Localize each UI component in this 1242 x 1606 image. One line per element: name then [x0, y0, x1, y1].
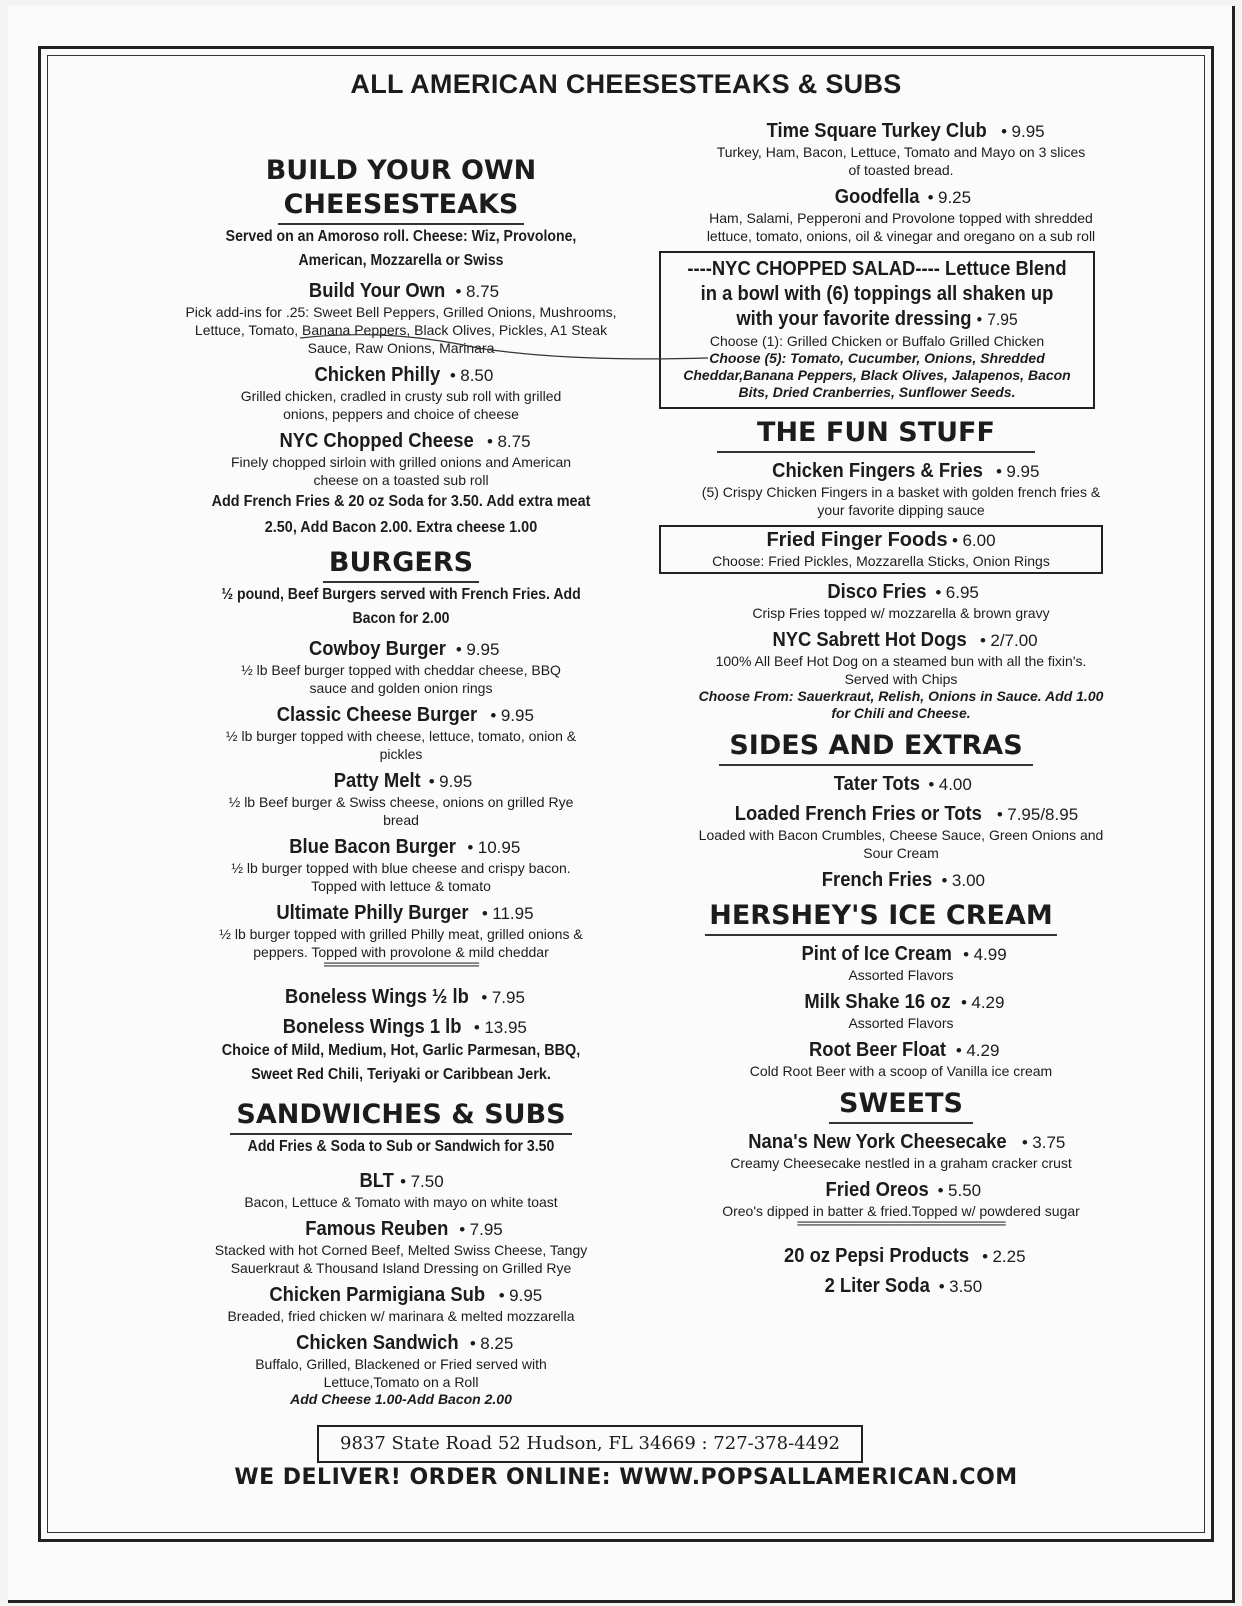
- menu-item: Time Square Turkey Club • 9.95 Turkey, Ham, Bacon, Lettuce, Tomato and Mayo on 3 slices of toasted bread.: [716, 120, 1086, 178]
- menu-item: Goodfella • 9.25 Ham, Salami, Pepperoni and Provolone topped with shredded lettuce, tomato, onions, oil & vinegar and oregano on a sub roll: [706, 186, 1096, 244]
- hotdog-note: Choose From: Sauerkraut, Relish, Onions in Sauce. Add 1.00 for Chili and Cheese.: [698, 688, 1104, 721]
- sandwiches-note: Add Fries & Soda to Sub or Sandwich for 3.50: [247, 1138, 555, 1155]
- menu-item: Blue Bacon Burger • 10.95 ½ lb burger topped with blue cheese and crispy bacon. Topped with lettuce & tomato: [231, 836, 571, 894]
- menu-item: Boneless Wings 1 lb • 13.95: [282, 1016, 527, 1038]
- delivery-cta: WE DELIVER! ORDER ONLINE: WWW.POPSALLAMERICAN.COM: [234, 1465, 1018, 1490]
- menu-item: 20 oz Pepsi Products • 2.25: [784, 1245, 1026, 1267]
- menu-item: Milk Shake 16 oz • 4.29 Assorted Flavors: [803, 991, 1005, 1031]
- chopped-salad-box: [659, 251, 1095, 409]
- menu-item: NYC Sabrett Hot Dogs • 2/7.00 100% All Beef Hot Dog on a steamed bun with all the fixin's. Served with Chips: [715, 629, 1087, 687]
- menu-item: Nana's New York Cheesecake • 3.75 Creamy Cheesecake nestled in a graham cracker crust: [730, 1131, 1072, 1171]
- menu-item: Patty Melt • 9.95 ½ lb Beef burger & Swiss cheese, onions on grilled Rye bread: [228, 770, 574, 828]
- menu-item: Loaded French Fries or Tots • 7.95/8.95 Loaded with Bacon Crumbles, Cheese Sauce, Green Onions and Sour Cream: [698, 803, 1104, 861]
- wings-note: Choice of Mild, Medium, Hot, Garlic Parmesan, BBQ, Sweet Red Chili, Teriyaki or Caribbean Jerk.: [221, 1042, 581, 1083]
- menu-item: Ultimate Philly Burger • 11.95 ½ lb burger topped with grilled Philly meat, grilled onions & peppers. Topped with provolone & mild cheddar: [219, 902, 583, 960]
- salad-choose-5: Choose (5): Tomato, Cucumber, Onions, Shredded Cheddar,Banana Peppers, Black Olives, Jalapenos, Bacon Bits, Dried Cranberries, Sunflower Seeds.: [683, 350, 1071, 400]
- menu-item: Fried Oreos • 5.50 Oreo's dipped in batter & fried.Topped w/ powdered sugar: [722, 1179, 1080, 1219]
- sweets-heading: SWEETS: [661, 1086, 1141, 1124]
- menu-item: Chicken Fingers & Fries • 9.95 (5) Crispy Chicken Fingers in a basket with golden french fries & your favorite dipping sauce: [701, 460, 1101, 518]
- menu-sheet: [8, 6, 1235, 1603]
- salad-choose-1: Choose (1): Grilled Chicken or Buffalo Grilled Chicken: [709, 333, 1045, 349]
- address-box: 9837 State Road 52 Hudson, FL 34669 : 727-378-4492: [317, 1425, 863, 1463]
- menu-item: Pint of Ice Cream • 4.99 Assorted Flavors: [801, 943, 1007, 983]
- right-column: [661, 120, 1141, 1298]
- fried-finger-foods-box: Fried Finger Foods • 6.00 Choose: Fried Pickles, Mozzarella Sticks, Onion Rings: [659, 525, 1103, 574]
- cheesesteaks-addon: Add French Fries & 20 oz Soda for 3.50. Add extra meat 2.50, Add Bacon 2.00. Extra cheese 1.00: [211, 493, 591, 536]
- fun-heading: THE FUN STUFF: [661, 415, 1091, 453]
- menu-item: Disco Fries • 6.95 Crisp Fries topped w/ mozzarella & brown gravy: [752, 581, 1050, 621]
- left-column: [181, 153, 621, 1408]
- menu-item: Famous Reuben • 7.95 Stacked with hot Corned Beef, Melted Swiss Cheese, Tangy Sauerkraut & Thousand Island Dressing on Grilled Rye: [214, 1218, 588, 1276]
- sandwiches-heading: SANDWICHES & SUBS: [181, 1097, 621, 1135]
- menu-border: [38, 46, 1214, 1542]
- menu-item: Chicken Sandwich • 8.25 Buffalo, Grilled, Blackened or Fried served with Lettuce,Tomato on a Roll: [255, 1332, 547, 1390]
- cheesesteaks-heading-2: CHEESESTEAKS: [181, 187, 621, 225]
- menu-item: Cowboy Burger • 9.95 ½ lb Beef burger topped with cheddar cheese, BBQ sauce and golden onion rings: [241, 638, 561, 696]
- menu-item: BLT • 7.50 Bacon, Lettuce & Tomato with mayo on white toast: [244, 1170, 558, 1210]
- burgers-note: ½ pound, Beef Burgers served with French Fries. Add Bacon for 2.00: [221, 586, 581, 627]
- sweets-divider: ===========================================: [796, 1219, 1006, 1230]
- menu-item: Tater Tots • 4.00: [833, 773, 972, 795]
- menu-item: Chicken Parmigiana Sub • 9.95 Breaded, fried chicken w/ marinara & melted mozzarella: [227, 1284, 575, 1324]
- sandwiches-addon: Add Cheese 1.00-Add Bacon 2.00: [290, 1391, 512, 1407]
- icecream-heading: HERSHEY'S ICE CREAM: [661, 898, 1101, 936]
- menu-title: ALL AMERICAN CHEESESTEAKS & SUBS: [350, 69, 902, 99]
- menu-item: French Fries • 3.00: [821, 869, 985, 891]
- menu-item: Boneless Wings ½ lb • 7.95: [285, 986, 525, 1008]
- menu-item: Chicken Philly • 8.50 Grilled chicken, cradled in crusty sub roll with grilled onions, peppers and choice of cheese: [240, 364, 562, 422]
- cheesesteaks-heading-1: BUILD YOUR OWN: [265, 155, 537, 186]
- menu-item: Build Your Own • 8.75 Pick add-ins for .25: Sweet Bell Peppers, Grilled Onions, Mushrooms, Lettuce, Tomato, Banana Peppers, Black Olives, Pickles, A1 Steak Sauce, Raw Onions, Marinara: [185, 280, 617, 356]
- cheesesteaks-note: Served on an Amoroso roll. Cheese: Wiz, Provolone, American, Mozzarella or Swiss: [225, 228, 577, 269]
- salad-heading: ----NYC CHOPPED SALAD---- Lettuce Blend in a bowl with (6) toppings all shaken up with your favorite dressing • 7.95: [687, 258, 1067, 330]
- menu-item: 2 Liter Soda • 3.50: [824, 1275, 983, 1297]
- menu-item: Classic Cheese Burger • 9.95 ½ lb burger topped with cheese, lettuce, tomato, onion & pickles: [225, 704, 577, 762]
- menu-item: NYC Chopped Cheese • 8.75 Finely chopped sirloin with grilled onions and American cheese on a toasted sub roll: [230, 430, 572, 488]
- menu-item: Root Beer Float • 4.29 Cold Root Beer with a scoop of Vanilla ice cream: [749, 1039, 1053, 1079]
- sides-heading: SIDES AND EXTRAS: [661, 728, 1091, 766]
- burgers-divider: ================================: [323, 960, 479, 971]
- burgers-heading: BURGERS: [181, 545, 621, 583]
